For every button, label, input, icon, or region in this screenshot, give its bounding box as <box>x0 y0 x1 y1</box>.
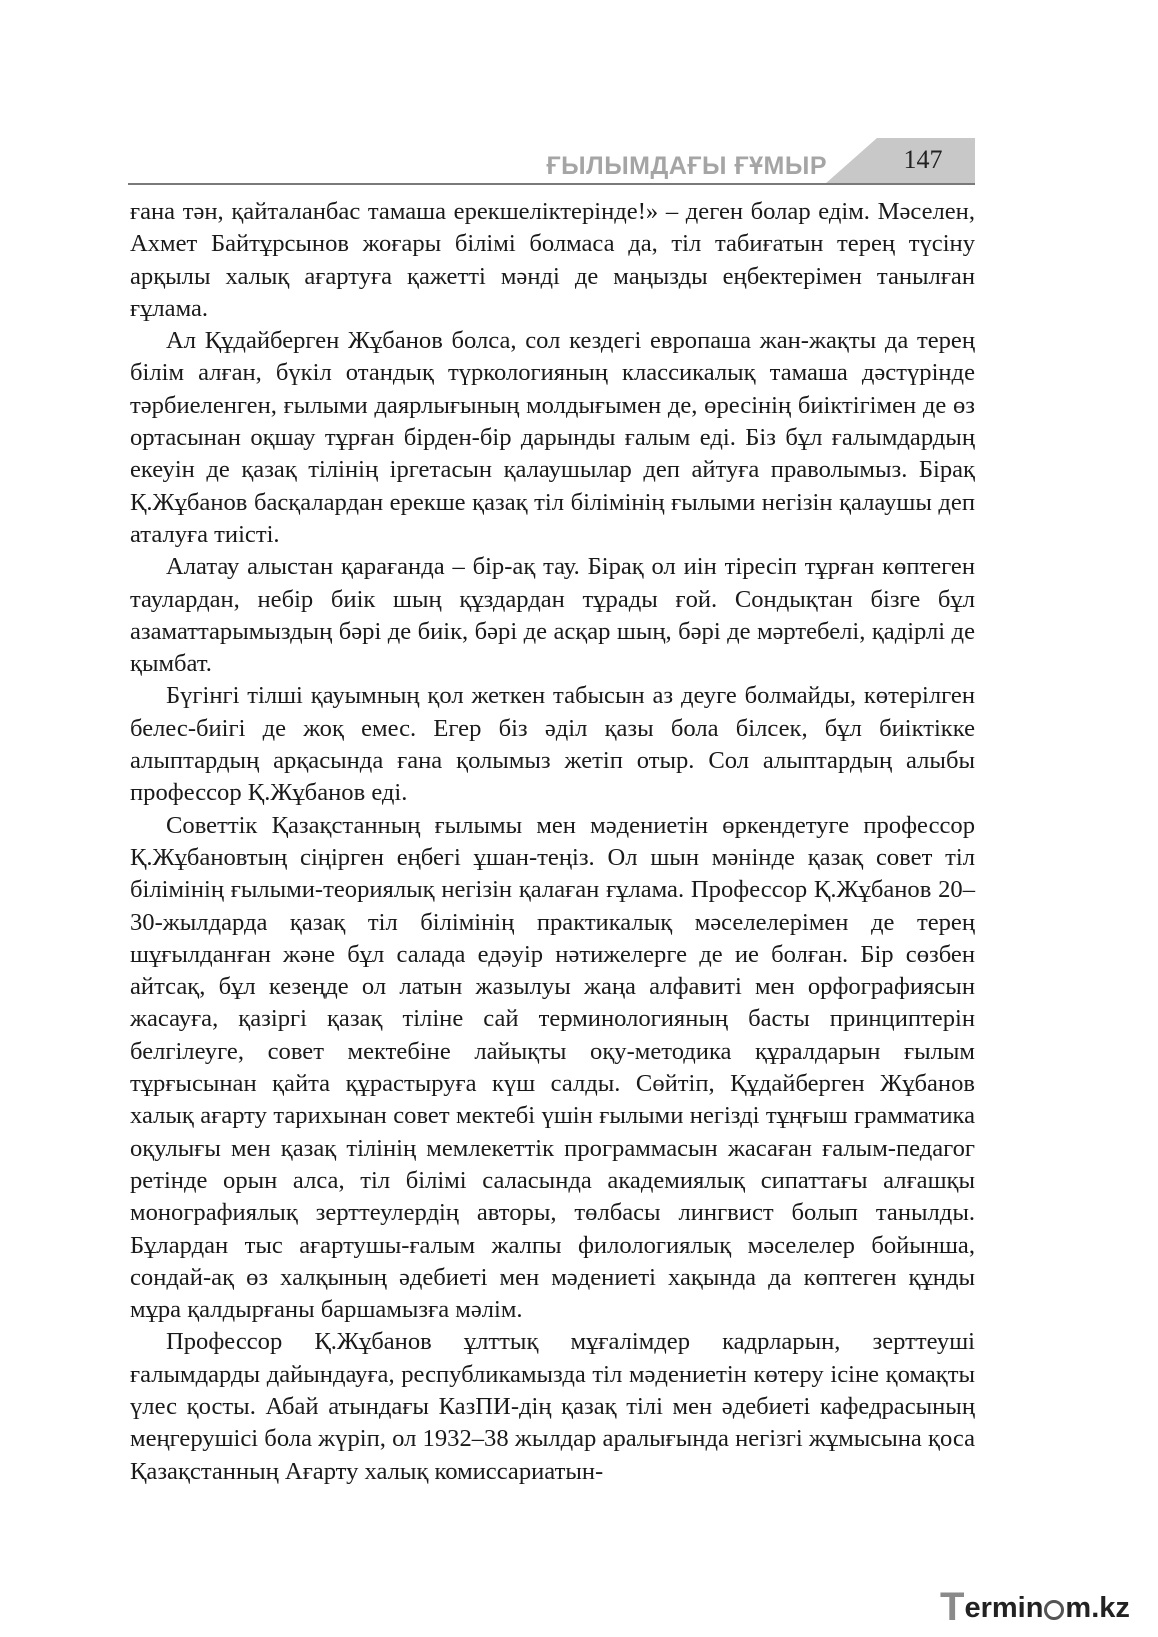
running-header <box>128 138 975 188</box>
page-number: 147 <box>903 145 943 174</box>
header-rule <box>128 183 975 185</box>
paragraph: Профессор Қ.Жұбанов ұлттық мұғалімдер кадрларын, зерттеуші ғалымдарды дайындауға, республикамызда тіл мәдениетін көтеру ісіне қомақты үлес қосты. Абай атындағы КазПИ-дің қазақ тілі мен әдебиеті кафедрасының меңгерушісі бола жүріп, ол 1932–38 жылдар аралығында негізгі жұмысына қоса Қазақстанның Ағарту халық комиссариатын- <box>130 1328 975 1485</box>
watermark-t-glyph: T <box>940 1585 965 1629</box>
paragraph: ғана тән, қайталанбас тамаша ерекшеліктерінде!» – деген болар едім. Мәселен, Ахмет Байтұрсынов жоғары білімі болмаса да, тіл табиғатын терең түсіну арқылы халық ағартуға қажетті мәнді де маңызды еңбектерімен танылған ғұлама. <box>130 198 975 322</box>
termincom-watermark-logo <box>940 1585 1145 1629</box>
paragraph: Ал Құдайберген Жұбанов болса, сол кездегі европаша жан-жақты да терең білім алған, бүкіл отандық түркологияның классикалық тамаша дәстүрінде тәрбиеленген, ғылыми даярлығының молдығымен де, өресінің биіктігімен де өз ортасынан оқшау тұрған бірден-бір дарынды ғалым еді. Біз бұл ғалымдардың екеуін де қазақ тілінің іргетасын қалаушылар деп айтуға праволымыз. Бірақ Қ.Жұбанов басқалардан ерекше қазақ тіл білімінің ғылыми негізін қалаушы деп аталуға тиісті. <box>130 327 975 548</box>
watermark-text-part2: m.kz <box>1065 1592 1130 1624</box>
paragraph: Алатау алыстан қарағанда – бір-ақ тау. Бірақ ол иін тіресіп тұрған көптеген таулардан, небір биік шың құздардан тұрады ғой. Сондықтан бізге бұл азаматтарымыздың бәрі де биік, бәрі де асқар шың, бәрі де мәртебелі, қадірлі де қымбат. <box>130 553 975 678</box>
watermark-text-part1: ermin <box>964 1592 1044 1624</box>
body-text <box>130 196 975 1488</box>
paragraph: Бүгінгі тілші қауымның қол жеткен табысын аз деуге болмайды, көтерілген белес-биігі де жоқ емес. Егер біз әділ қазы бола білсек, бұл биіктікке алыптардың арқасында ғана қолымыз жетіп отыр. Сол алыптардың алыбы профессор Қ.Жұбанов еді. <box>130 682 975 807</box>
paragraph: Советтік Қазақстанның ғылымы мен мәдениетін өркендетуге профессор Қ.Жұбановтың сіңірген еңбегі ұшан-теңіз. Ол шын мәнінде қазақ совет тіл білімінің ғылыми-теориялық негізін қалаған ғұлама. Профессор Қ.Жұбанов 20–30-жылдарда қазақ тіл білімінің практикалық мәселелерімен де терең шұғылданған және бұл салада едәуір нәтижелерге де ие болған. Бір сөзбен айтсақ, бұл кезеңде ол латын жазылуы жаңа алфавиті мен орфографиясын жасауға, қазіргі қазақ тіліне сай терминологияның басты принциптерін белгілеуге, совет мектебіне лайықты оқу-методика құралдарын ғылым тұрғысынан қайта құрастыруға күш салды. Сөйтіп, Құдайберген Жұбанов халық ағарту тарихынан совет мектебі үшін ғылыми негізді тұңғыш грамматика оқулығы мен қазақ тілінің мемлекеттік программасын жасаған ғалым-педагог ретінде орын алса, тіл білімі саласында академиялық сипаттағы алғашқы монографиялық зерттеулердің авторы, төлбасы лингвист болып танылды. Бұлардан тыс ағартушы-ғалым жалпы филологиялық мәселелер бойынша, сондай-ақ өз халқының әдебиеті мен мәдениеті хақында да көптеген құнды мұра қалдырғаны баршамызға мәлім. <box>130 811 975 1324</box>
watermark-magnifier-icon <box>1044 1600 1064 1620</box>
running-title: ҒЫЛЫМДАҒЫ ҒҰМЫР <box>546 152 827 180</box>
